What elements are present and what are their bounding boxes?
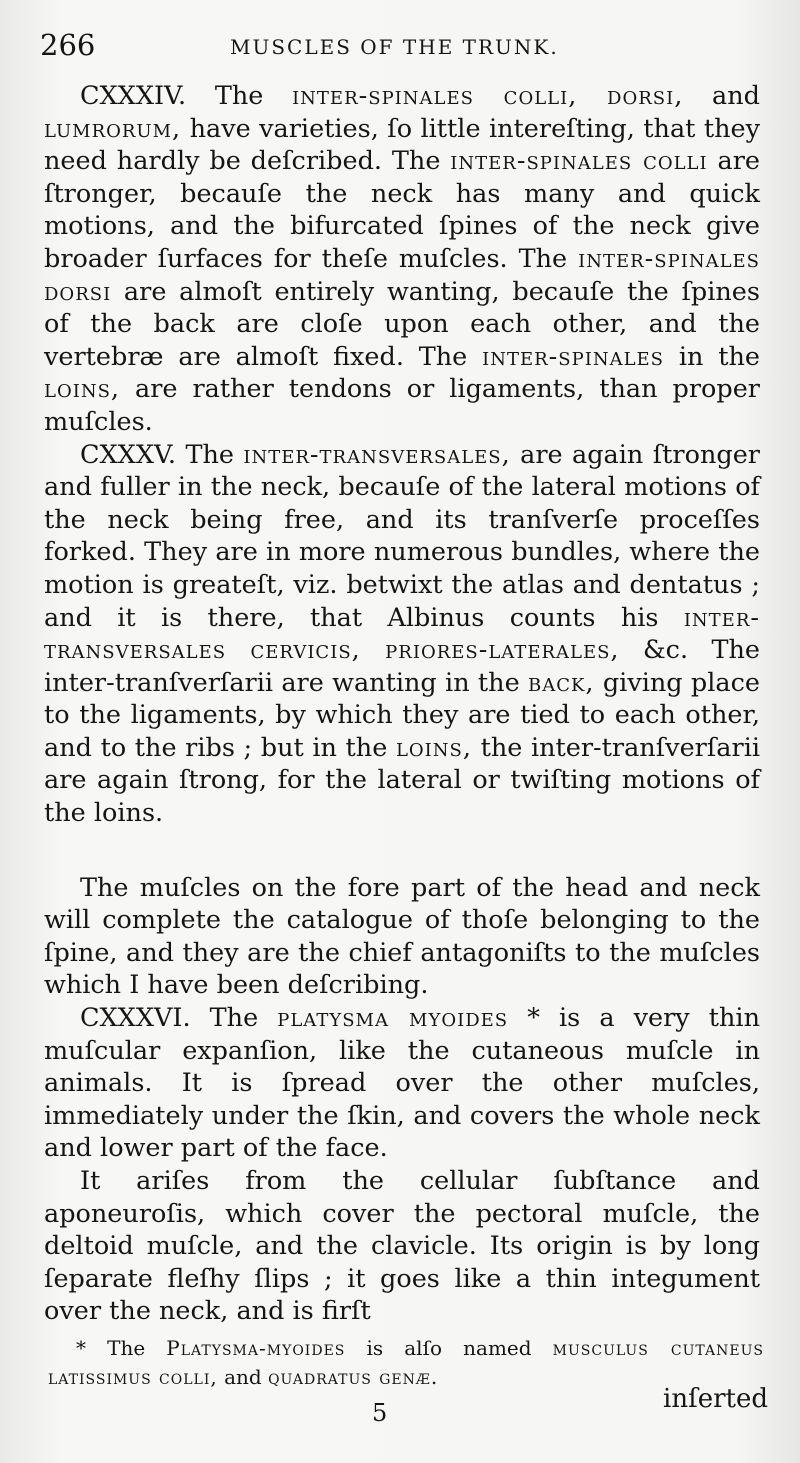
muscle-name: inter-spinales colli [450,146,708,177]
signature-mark: 5 [372,1399,388,1427]
body-text [44,80,760,1328]
region-name: loins, [395,732,472,763]
muscle-name: Platysma-myoides [166,1336,346,1360]
catchword: inſerted [663,1384,768,1414]
text-run: The [176,439,244,470]
text-run: and [217,1365,269,1389]
text-run: The muſcles on the fore part of the head and neck will complete the catalogue of thoſe belonging to the ſpine, and they are the chief antagoniſts to the muſcles which I have been deſcribing. [44,872,760,1001]
text-run: are almoſt entirely wanting, becauſe the ſpines of the back are cloſe upon each other, and the vertebræ are almoſt fixed. The [44,276,760,372]
text-run: It ariſes from the cellular ſubſtance and aponeuroſis, which cover the pectoral muſcle, the deltoid muſcle, and the clavicle. Its origin is by long ſeparate fleſhy ſlips ; it goes like a thin integument over the neck, and is firſt [44,1166,760,1327]
text-run: have varieties, ſo little intereſting, that they need hardly be deſcribed. The [44,113,760,177]
text-run: * is a very thin muſcular expanſion, like the cutaneous muſcle in animals. It is ſpread over the other muſcles, immediately under the ſkin, and covers the whole neck and lower part of the face. [44,1003,760,1164]
text-run: &c. The inter-tranſverſarii are wanting in the [44,635,760,698]
section-number: CXXXV. [80,439,177,470]
text-run: in the [664,341,760,372]
paragraph-cxxxiv [44,80,760,439]
muscle-name: inter-spinales dorsi [44,243,760,307]
page-header [40,28,770,68]
text-run: the inter-tranſverſarii are again ſtrong, for the lateral or twiſting motions of the loins. [44,732,760,829]
text-run: giving place to the ligaments, by which they are tied to each other, and to the ribs ; but in the [44,667,760,763]
muscle-name: inter-spinales colli, dorsi, [292,81,684,111]
section-number: CXXXIV. [80,81,187,111]
muscle-name: platysma myoides [277,1003,509,1034]
region-name: lumrorum, [44,113,182,144]
text-run: are again ſtronger and fuller in the neck, becauſe of the lateral motions of the neck being free, and its tranſverſe proceſſes forked. They are in more numerous bundles, where the motion is greateſt, viz. betwixt the atlas and dentatus ; and it is there, that Albinus counts his [44,439,760,633]
text-run: is alſo named [345,1336,553,1360]
footnote [48,1334,764,1392]
text-run: are rather tendons or ligaments, than proper muſcles. [44,374,760,437]
text-run: The [190,1003,278,1034]
paragraph-cxxxv [44,439,760,830]
muscle-name: inter-transversales cervicis, priores-laterales, [44,602,760,666]
paragraph-arises [44,1165,760,1328]
running-head: MUSCLES OF THE TRUNK. [230,35,559,59]
muscle-name: inter-spinales [482,341,665,372]
region-name: back, [527,667,595,698]
section-number: CXXXVI. [80,1003,191,1034]
paragraph-intro [44,872,760,1002]
text-run: The [186,81,293,111]
region-name: loins, [44,374,121,405]
muscle-name: quadratus genæ. [268,1365,439,1389]
muscle-name: inter-transversales, [243,439,511,470]
muscle-name: musculus cutaneus latissimus colli, [48,1336,764,1389]
text-run: and [683,81,760,111]
text-run: are ſtronger, becauſe the neck has many and quick motions, and the bifurcated ſpines of the neck give broader ſurfaces for theſe muſcles. The [44,146,760,274]
page-number: 266 [40,28,96,62]
paragraph-cxxxvi [44,1002,760,1165]
text-run: * The [76,1336,167,1360]
